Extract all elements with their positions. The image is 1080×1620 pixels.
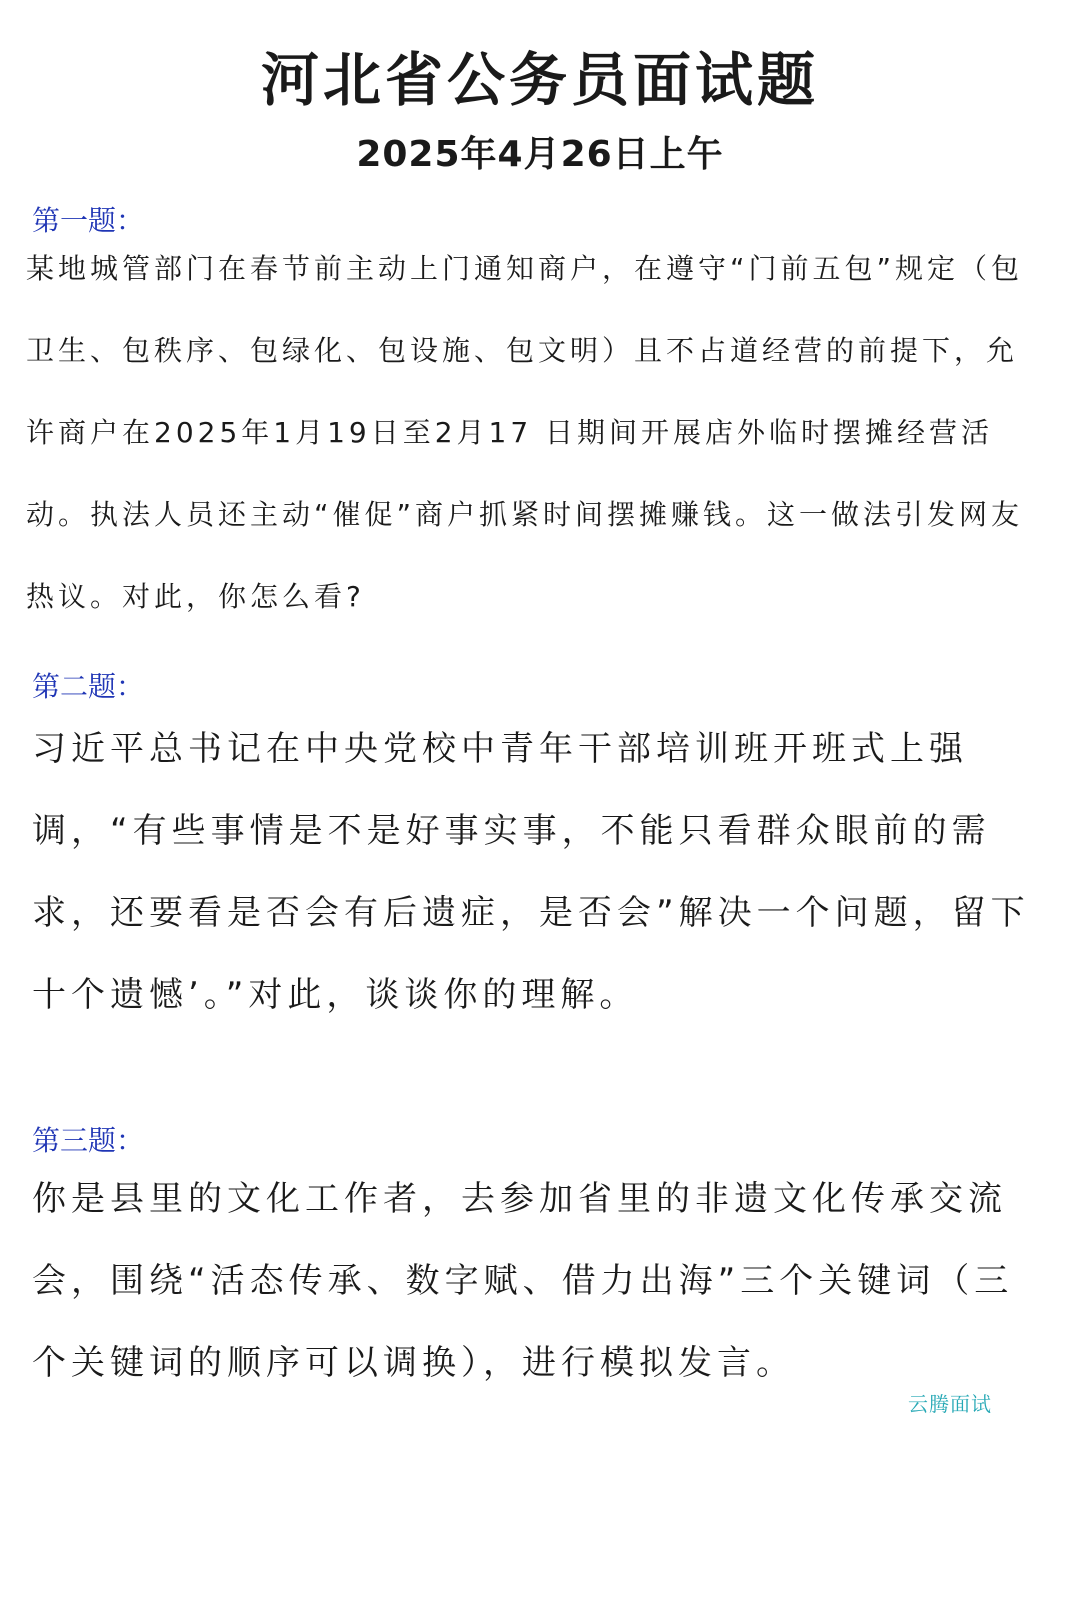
question-1-text: 某地城管部门在春节前主动上门通知商户，在遵守“门前五包”规定（包卫生、包秩序、包绿化、包设施、包文明）且不占道经营的前提下，允许商户在2025年1月19日至2月17 日期间开展店外临时摆摊经营活动。执法人员还主动“催促”商户抓紧时间摆摊赚钱。这一做法引发网友热议。对此，你怎么看? <box>26 252 1024 613</box>
page-title: 河北省公务员面试题 <box>260 46 819 114</box>
question-2-text: 习近平总书记在中央党校中青年干部培训班开班式上强调，“有些事情是不是好事实事，不能只看群众眼前的需求，还要看是否会有后遗症，是否会”解决一个问题，留下十个遗憾’。”对此，谈谈你的理解。 <box>32 729 1030 1015</box>
question-1-heading: 第一题： <box>32 204 145 237</box>
exam-date: 2025年4月26日上午 <box>356 134 724 175</box>
watermark-text: 云腾面试 <box>908 1392 992 1416</box>
question-2-heading: 第二题： <box>32 670 145 703</box>
question-3-heading: 第三题： <box>32 1124 145 1157</box>
question-3-text: 你是县里的文化工作者，去参加省里的非遗文化传承交流会，围绕“活态传承、数字赋、借力出海”三个关键词（三个关键词的顺序可以调换），进行模拟发言。 <box>32 1179 1014 1383</box>
